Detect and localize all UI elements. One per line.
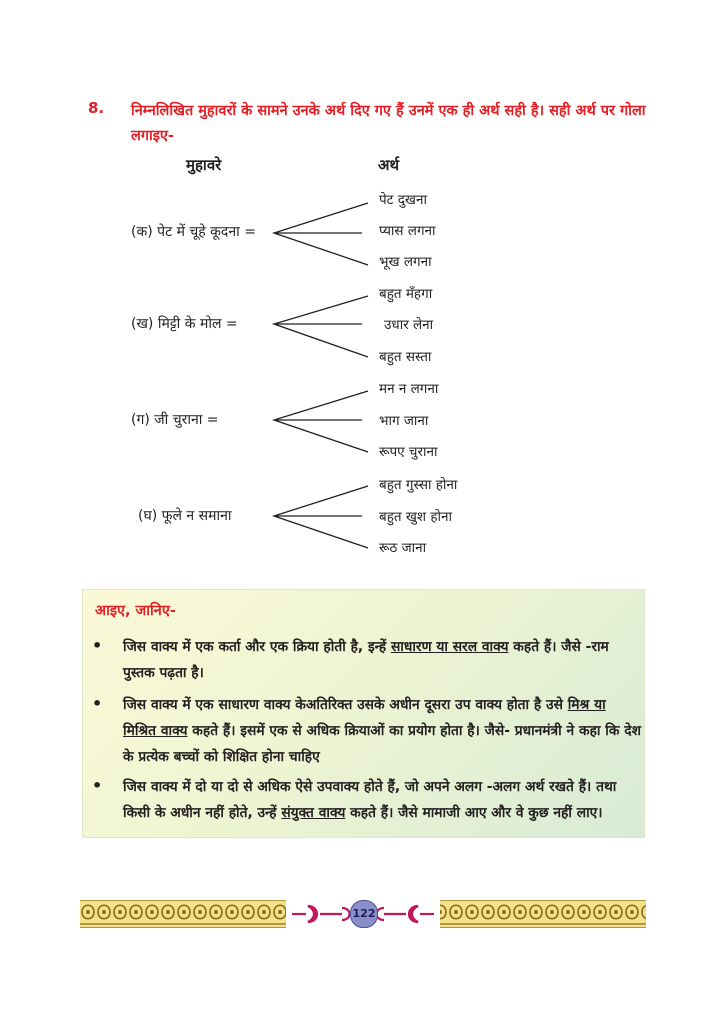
question-number: 8. [88, 99, 105, 117]
term-simple-sentence: साधारण या सरल वाक्य [390, 639, 509, 655]
option-k-1[interactable]: पेट दुखना [379, 192, 427, 208]
option-kh-2[interactable]: उधार लेना [384, 317, 434, 333]
option-kh-3[interactable]: बहुत सस्ता [379, 349, 432, 365]
paragraph-text: कहते हैं। जैसे -राम पुस्तक पढ़ता है। [123, 639, 609, 681]
idiom-k: (क) पेट में चूहे कूदना = [131, 224, 256, 240]
option-gh-3[interactable]: रूठ जाना [379, 540, 427, 556]
idiom-g: (ग) जी चुराना = [131, 412, 219, 428]
option-kh-1[interactable]: बहुत मँहगा [379, 286, 433, 302]
page-number: 122 [350, 900, 378, 928]
connector-gh [274, 486, 368, 548]
paragraph-text: जिस वाक्य में एक कर्ता और एक क्रिया होती है, इन्हें [123, 639, 391, 655]
paragraph-compound-sentence [123, 774, 641, 826]
paragraph-text: जिस वाक्य में दो या दो से अधिक ऐसे उपवाक्य होते हैं, जो अपने अलग -अलग अर्थ रखते हैं। तथा किसी के अधीन नहीं होते, उन्हें [123, 779, 617, 821]
info-box-title: आइए, जानिए- [95, 603, 176, 619]
paragraph-text: जिस वाक्य में एक साधारण वाक्य केअतिरिक्त उसके अधीन दूसरा उप वाक्य होता है उसे [123, 697, 568, 713]
option-k-2[interactable]: प्यास लगना [379, 223, 436, 239]
ornament-band-left [80, 900, 286, 928]
ornament-band-right [440, 900, 646, 928]
connector-k [274, 203, 368, 265]
option-k-3[interactable]: भूख लगना [379, 254, 432, 270]
term-compound-sentence: संयुक्त वाक्य [281, 805, 346, 821]
paragraph-text: कहते हैं। इसमें एक से अधिक क्रियाओं का प्रयोग होता है। जैसे- प्रधानमंत्री ने कहा कि देश के प्रत्येक बच्चों को शिक्षित होना चाहिए [123, 723, 641, 765]
option-g-1[interactable]: मन न लगना [379, 381, 439, 397]
ornament-scroll-right [377, 906, 435, 922]
connector-kh [274, 296, 368, 357]
term-complex-sentence: मिश्र या मिश्रित वाक्य [123, 697, 606, 739]
column-heading-meanings: अर्थ [378, 156, 400, 174]
idiom-gh: (घ) फूले न समाना [138, 508, 232, 524]
bullet-1: • [92, 636, 103, 655]
bullet-2: • [92, 694, 103, 713]
paragraph-simple-sentence [123, 634, 641, 686]
column-heading-idioms: मुहावरे [186, 156, 222, 174]
paragraph-complex-sentence [123, 692, 641, 770]
paragraph-text: कहते हैं। जैसे मामाजी आए और वे कुछ नहीं लाए। [345, 805, 603, 821]
option-g-3[interactable]: रूपए चुराना [379, 444, 438, 460]
ornament-scroll-left [292, 906, 350, 922]
option-g-2[interactable]: भाग जाना [379, 413, 429, 429]
connector-g [274, 391, 368, 452]
question-text: निम्नलिखित मुहावरों के सामने उनके अर्थ दिए गए हैं उनमें एक ही अर्थ सही है। सही अर्थ पर गोला लगाइए- [131, 103, 646, 144]
idiom-kh: (ख) मिट्टी के मोल = [131, 316, 238, 332]
option-gh-1[interactable]: बहुत गुस्सा होना [379, 477, 458, 493]
option-gh-2[interactable]: बहुत खुश होना [379, 509, 453, 525]
bullet-3: • [92, 776, 103, 795]
